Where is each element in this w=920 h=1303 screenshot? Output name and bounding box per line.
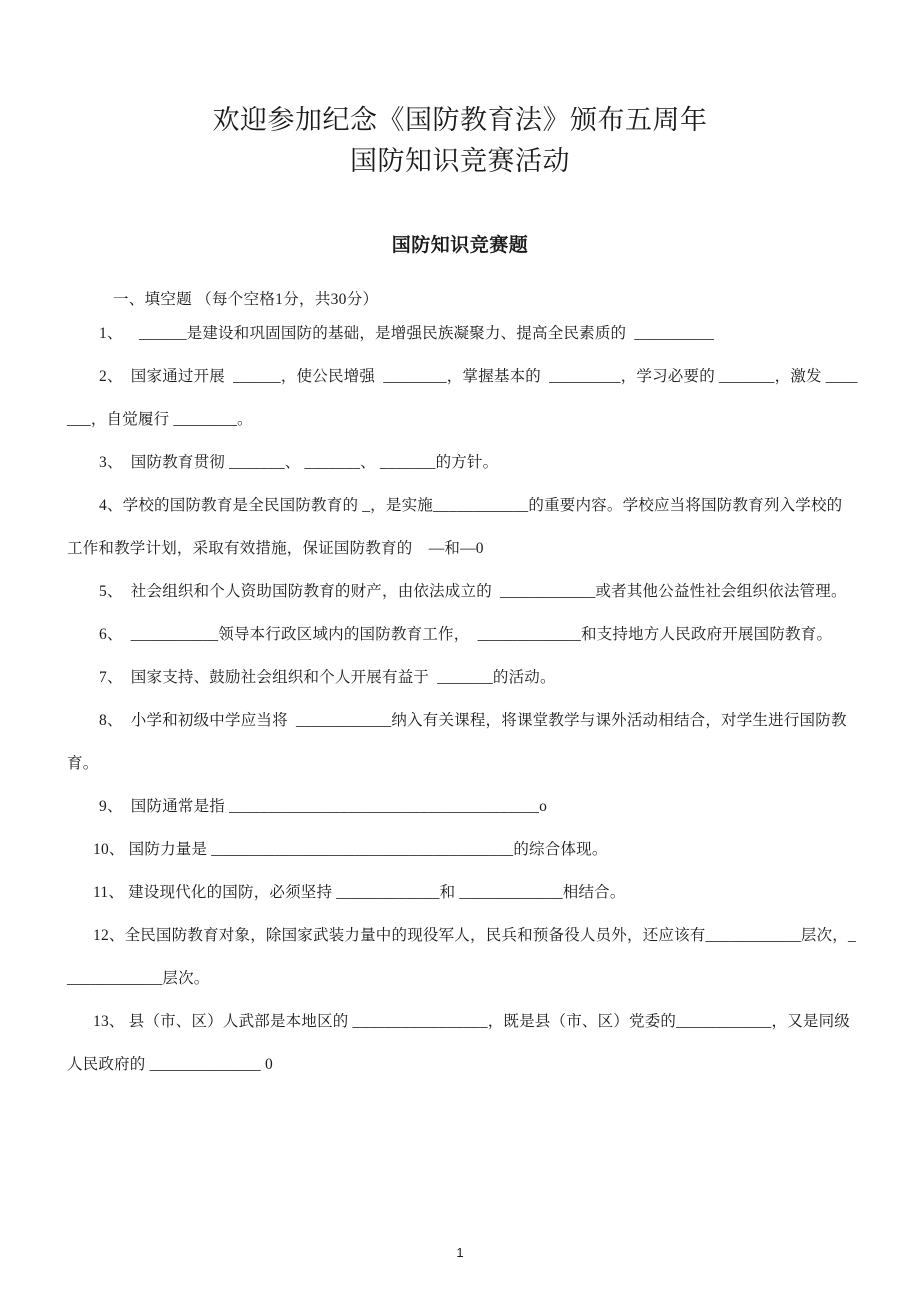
question-item-5: 5、 社会组织和个人资助国防教育的财产，由依法成立的 ____________或者其他公益性社会组织依法管理。 (99, 583, 847, 600)
question-item-11: 11、 建设现代化的国防，必须坚持 _____________和 _____________相结合。 (93, 884, 626, 901)
question-item-9: 9、 国防通常是指 _______________________________________o (99, 798, 548, 815)
question-item-13: 13、 县（市、区）人武部是本地区的 _________________，既是县（市、区）党委的____________，又是同级人民政府的 ______________ 0 (67, 1013, 851, 1073)
question-item-7: 7、 国家支持、鼓励社会组织和个人开展有益于 _______的活动。 (99, 669, 556, 686)
question-item-8: 8、 小学和初级中学应当将 ____________纳入有关课程，将课堂教学与课外活动相结合，对学生进行国防教育。 (67, 712, 847, 772)
question-item-10: 10、 国防力量是 ______________________________________的综合体现。 (93, 841, 608, 858)
question-item-1: 1、 ______是建设和巩固国防的基础，是增强民族凝聚力、提高全民素质的 __________ (99, 325, 714, 342)
question-list (0, 312, 920, 1086)
document-title (0, 0, 920, 182)
document-title-line-1: 欢迎参加纪念《国防教育法》颁布五周年 (212, 105, 708, 135)
question-item-12: 12、全民国防教育对象，除国家武装力量中的现役军人，民兵和预备役人员外，还应该有____________层次，_____________层次。 (67, 927, 856, 987)
page-number: 1 (456, 1245, 464, 1260)
document-subtitle: 国防知识竞赛题 (391, 235, 529, 256)
question-item-2: 2、 国家通过开展 ______，使公民增强 ________，掌握基本的 _________，学习必要的 _______，激发 _______，自觉履行 ________。 (67, 368, 858, 428)
document-title-line-2: 国防知识竞赛活动 (350, 146, 570, 176)
question-item-4: 4、学校的国防教育是全民国防教育的 _，是实施____________的重要内容。学校应当将国防教育列入学校的工作和教学计划，采取有效措施，保证国防教育的 —和—0 (67, 497, 843, 557)
question-item-6: 6、 ___________领导本行政区域内的国防教育工作， _____________和支持地方人民政府开展国防教育。 (99, 626, 833, 643)
section-header-fill-in-blanks: 一、填空题 （每个空格1分，共30分） (113, 291, 379, 308)
question-item-3: 3、 国防教育贯彻 _______、 _______、 _______的方针。 (99, 454, 499, 471)
